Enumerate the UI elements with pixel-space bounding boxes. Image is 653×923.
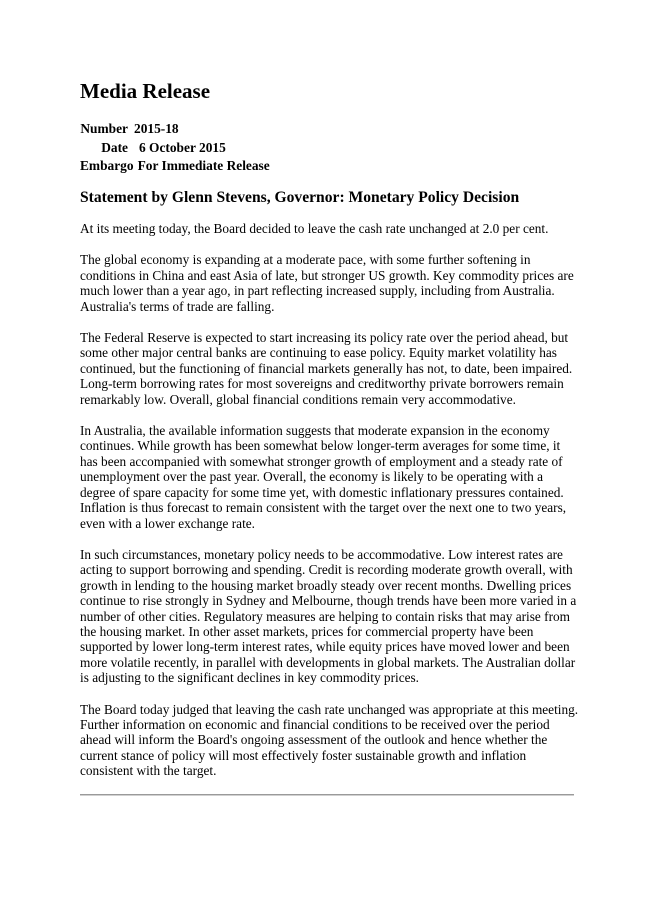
meta-date-value: 6 October 2015 [139,139,226,155]
meta-date-row [80,139,270,158]
meta-number-value: 2015-18 [134,121,179,136]
body-paragraph [80,221,580,236]
paragraph-line: The Federal Reserve is expected to start increasing its policy rate over the period ahead, but [80,330,569,346]
paragraph-line: some other major central banks are continuing to ease policy. Equity market volatility has [80,345,557,361]
release-meta [80,120,270,176]
paragraph-line: unemployment over the past year. Overall, the economy is likely to be operating with a [80,469,544,485]
paragraph-line: Inflation is thus forecast to remain consistent with the target over the next one to two years, [80,500,567,516]
paragraph-line: Long-term borrowing rates for most sovereigns and creditworthy private borrowers remain [80,376,564,392]
statement-body [80,221,580,795]
paragraph-line: has been accompanied with somewhat stronger growth of employment and a steady rate of [80,453,563,469]
body-paragraph [80,547,580,686]
statement-title: Statement by Glenn Stevens, Governor: Monetary Policy Decision [80,189,520,206]
body-paragraph [80,423,580,531]
paragraph-line: more volatile recently, in parallel with developments in global markets. The Australian dollar [80,654,576,670]
paragraph-line: much lower than a year ago, in part reflecting increased supply, including from Australia. [80,283,555,299]
paragraph-line: degree of spare capacity for some time yet, with domestic inflationary pressures contained. [80,484,564,500]
paragraph-line: even with a lower exchange rate. [80,515,255,531]
paragraph-line: the housing market. In other asset markets, prices for commercial property have been [80,623,534,639]
meta-embargo-value: For Immediate Release [137,158,270,173]
paragraph-line: The Board today judged that leaving the cash rate unchanged was appropriate at this meeting. [80,701,579,717]
meta-embargo-row [80,157,270,176]
meta-embargo-label: Embargo [80,158,134,173]
paragraph-line: In Australia, the available information suggests that moderate expansion in the economy [80,423,550,439]
paragraph-line: In such circumstances, monetary policy needs to be accommodative. Low interest rates are [80,546,563,562]
document-title: Media Release [80,79,211,103]
paragraph-line: Australia's terms of trade are falling. [80,298,275,314]
paragraph-line: continue to rise strongly in Sydney and Melbourne, though trends have been more varied in a [80,593,577,609]
paragraph-line: number of other cities. Regulatory measures are helping to contain risks that may arise from [80,608,570,624]
meta-date-label: Date [101,139,128,155]
paragraph-line: growth in lending to the housing market broadly steady over recent months. Dwelling prices [80,577,572,593]
paragraph-line: Further information on economic and financial conditions to be received over the period [80,716,550,732]
paragraph-line: current stance of policy will most effectively foster sustainable growth and inflation [80,747,527,763]
paragraph-line: remarkably low. Overall, global financial conditions remain very accommodative. [80,391,516,407]
meta-number-row [80,120,270,139]
paragraph-line: supported by lower long-term interest rates, while equity prices have moved lower and been [80,639,570,655]
paragraph-line: continues. While growth has been somewhat below longer-term averages for some time, it [80,438,561,454]
paragraph-line: consistent with the target. [80,763,217,779]
paragraph-line: conditions in China and east Asia of late, but stronger US growth. Key commodity prices are [80,267,574,283]
body-paragraph [80,702,580,779]
paragraph-line: At its meeting today, the Board decided to leave the cash rate unchanged at 2.0 per cent. [80,221,549,236]
divider-line [80,794,574,796]
paragraph-line: acting to support borrowing and spending. Credit is recording moderate growth overall, with [80,562,573,578]
paragraph-line: is adjusting to the significant declines in key commodity prices. [80,670,420,686]
body-paragraph [80,330,580,407]
paragraph-line: ahead will inform the Board's ongoing assessment of the outlook and hence whether the [80,732,548,748]
paragraph-line: The global economy is expanding at a moderate pace, with some further softening in [80,252,531,268]
paragraph-line: continued, but the functioning of financial markets generally has not, to date, been impaired. [80,360,573,376]
body-paragraph [80,252,580,314]
meta-number-label: Number [80,121,128,136]
